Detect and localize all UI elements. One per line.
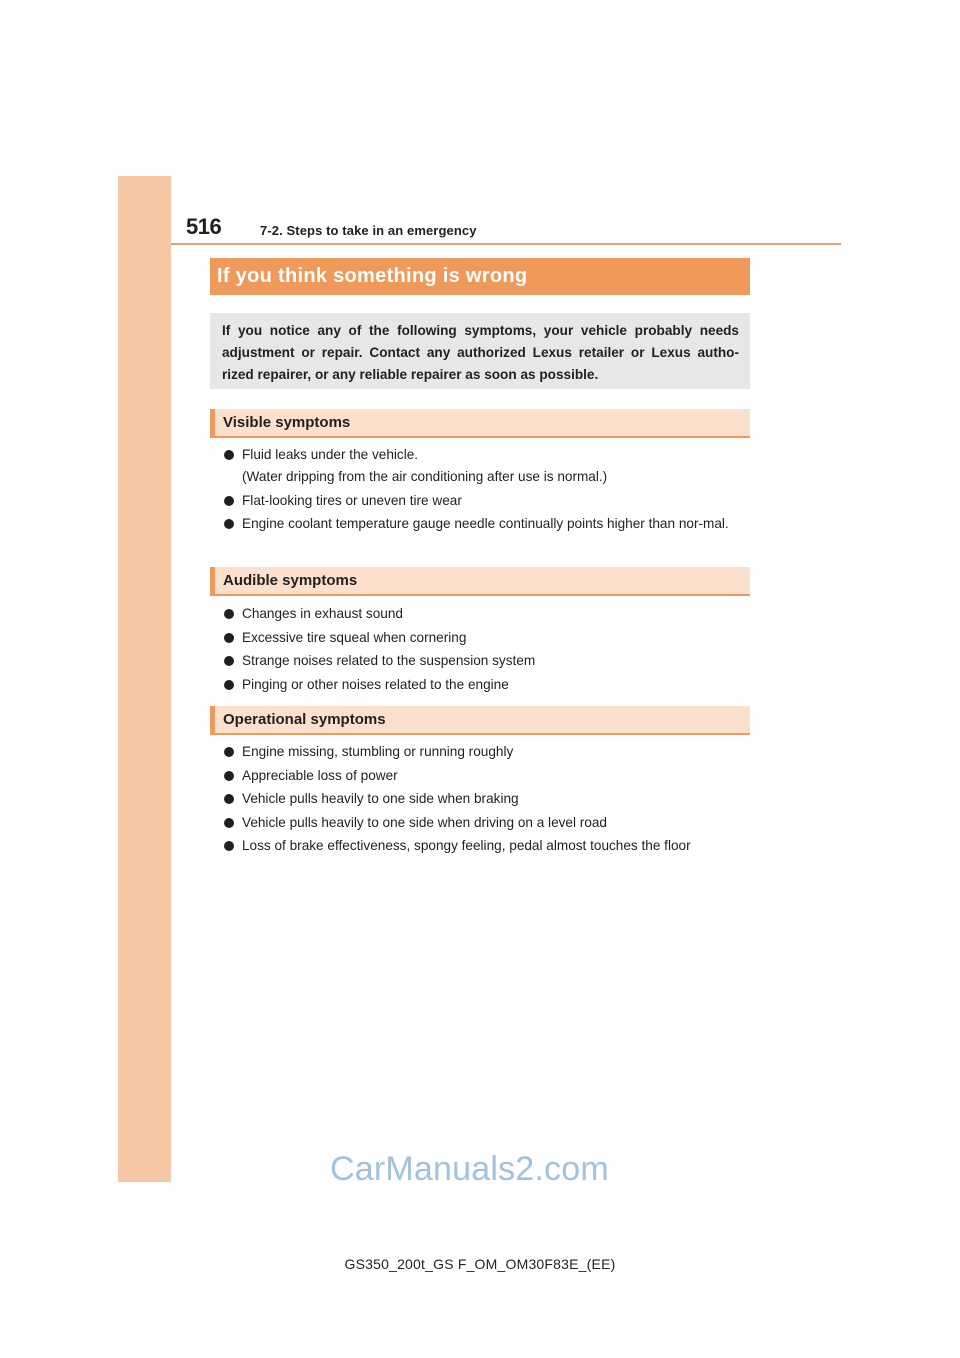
bullet-icon xyxy=(224,747,234,757)
bullet-icon xyxy=(224,656,234,666)
list-item-text: Strange noises related to the suspension system xyxy=(242,653,536,668)
bullet-icon xyxy=(224,794,234,804)
bullet-icon xyxy=(224,450,234,460)
chapter-side-tab xyxy=(118,176,171,1182)
bullet-icon xyxy=(224,609,234,619)
list-item-text: Appreciable loss of power xyxy=(242,767,398,783)
visible-symptoms-heading-text: Visible symptoms xyxy=(223,414,351,431)
audible-symptoms-heading-text: Audible symptoms xyxy=(223,572,358,589)
bullet-icon xyxy=(224,633,234,643)
list-item-text: Loss of brake effectiveness, spongy feeling, pedal almost touches the floor xyxy=(242,838,691,853)
operational-symptoms-list xyxy=(224,741,746,859)
list-item xyxy=(224,490,746,512)
list-item-text: Engine coolant temperature gauge needle continually points higher than nor-mal. xyxy=(242,516,729,531)
bullet-icon xyxy=(224,519,234,529)
list-item-text: Vehicle pulls heavily to one side when braking xyxy=(242,791,519,806)
list-item xyxy=(224,835,746,857)
operational-symptoms-heading-text: Operational symptoms xyxy=(223,711,386,728)
page-title: If you think something is wrong xyxy=(217,265,528,287)
watermark-text: CarManuals2.com xyxy=(330,1150,609,1188)
list-item xyxy=(224,627,746,649)
list-item xyxy=(224,650,746,672)
visible-symptoms-list xyxy=(224,444,746,537)
list-item-text: Excessive tire squeal when cornering xyxy=(242,629,467,645)
list-item xyxy=(224,674,746,696)
title-band xyxy=(210,258,750,295)
bullet-icon xyxy=(224,680,234,690)
bullet-icon xyxy=(224,818,234,828)
list-item-text: Fluid leaks under the vehicle. xyxy=(242,447,419,462)
list-item-text: Vehicle pulls heavily to one side when driving on a level road xyxy=(242,814,607,830)
bullet-icon xyxy=(224,496,234,506)
list-item xyxy=(224,741,746,763)
footer-code: GS350_200t_GS F_OM_OM30F83E_(EE) xyxy=(344,1256,616,1272)
intro-box xyxy=(210,313,750,389)
list-item xyxy=(224,603,746,625)
list-item-text: Flat-looking tires or uneven tire wear xyxy=(242,492,462,508)
list-item xyxy=(224,788,746,810)
list-item-text: Engine missing, stumbling or running roughly xyxy=(242,744,514,759)
header-rule xyxy=(171,243,841,245)
audible-symptoms-heading xyxy=(210,567,750,596)
list-item-text: Pinging or other noises related to the engine xyxy=(242,676,509,692)
section-label: 7-2. Steps to take in an emergency xyxy=(260,223,477,238)
list-item xyxy=(224,765,746,787)
list-item xyxy=(224,513,746,535)
bullet-icon xyxy=(224,841,234,851)
bullet-icon xyxy=(224,771,234,781)
intro-text: If you notice any of the following symptoms, your vehicle probably needs adjustment or repair. Contact any authorized Lexus retailer or Lexus autho-rized repairer, or any reliable repairer as soon as possible. xyxy=(222,323,739,382)
list-item xyxy=(224,444,746,488)
audible-symptoms-list xyxy=(224,603,746,697)
page-number: 516 xyxy=(186,214,222,239)
operational-symptoms-heading xyxy=(210,706,750,735)
visible-symptoms-heading xyxy=(210,409,750,438)
list-item-note: (Water dripping from the air conditioning after use is normal.) xyxy=(242,469,608,484)
list-item xyxy=(224,812,746,834)
list-item-text: Changes in exhaust sound xyxy=(242,606,403,621)
